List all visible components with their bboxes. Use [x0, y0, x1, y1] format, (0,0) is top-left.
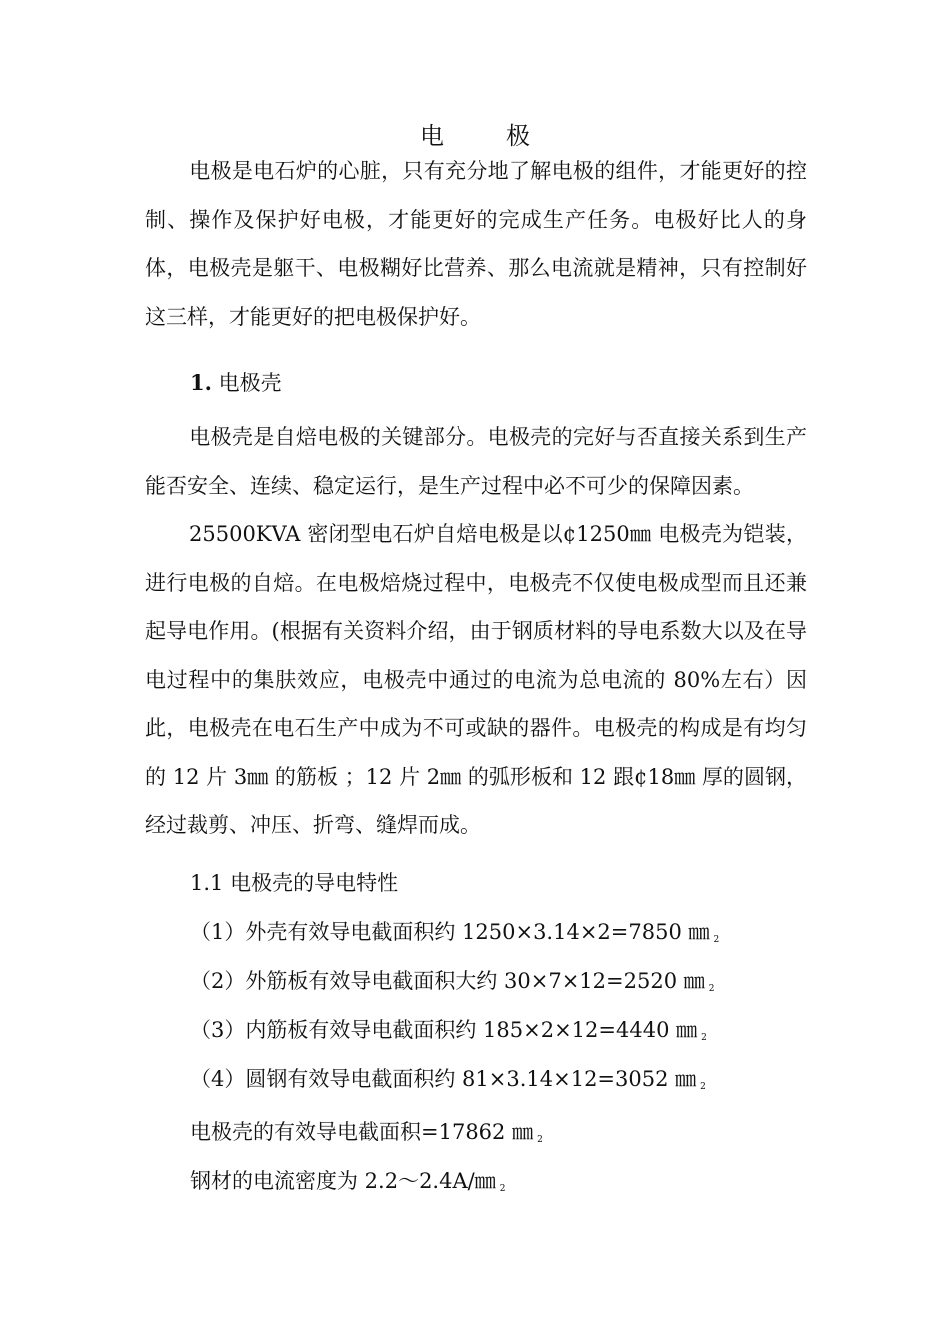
paragraph-shell-role-text: 电极壳是自焙电极的关键部分。电极壳的完好与否直接关系到生产能否安全、连续、稳定运行，是生产过程中必不可少的保障因素。	[145, 425, 807, 498]
superscript: 2	[708, 984, 715, 994]
intro-text: 电极是电石炉的心脏，只有充分地了解电极的组件，才能更好的控制、操作及保护好电极，才能更好的完成生产任务。电极好比人的身体，电极壳是躯干、电极糊好比营养、那么电流就是精神，只有控制好这三样，才能更好的把电极保护好。	[145, 159, 807, 329]
title-char-2: 极	[506, 122, 530, 150]
page-title	[0, 116, 950, 151]
superscript: 2	[537, 1135, 543, 1145]
superscript: 2	[700, 1082, 706, 1092]
paragraph-shell-structure-text: 25500KVA 密闭型电石炉自焙电极是以¢1250㎜ 电极壳为铠装，进行电极的自焙。在电极焙烧过程中，电极壳不仅使电极成型而且还兼起导电作用。(根据有关资料介绍，由于钢质材料的导电系数大以及在导电过程中的集肤效应，电极壳中通过的电流为总电流的 80%左右）因此，电极壳在电石生产中成为不可或缺的器件。电极壳的构成是有均匀的 12 片 3㎜ 的筋板 ；12 片 2㎜ 的弧形板和 12 跟¢18㎜ 厚的圆钢，经过裁剪、冲压、折弯、缝焊而成。	[145, 522, 807, 837]
superscript: 2	[713, 935, 720, 945]
section-1-number: 1.	[190, 370, 212, 395]
current-density-line: 钢材的电流密度为 2.2～2.4A/㎜ $_2$	[190, 1169, 506, 1194]
superscript: 2	[499, 1184, 506, 1194]
title-char-1: 电	[420, 122, 444, 150]
paragraph-shell-role	[145, 413, 807, 510]
subsection-1-1-heading: 1.1 电极壳的导电特性	[190, 871, 399, 895]
list-item: （4）圆钢有效导电截面积约 81×3.14×12=3052 ㎜ $_2$	[190, 1067, 706, 1092]
total-area-line: 电极壳的有效导电截面积=17862 ㎜ $_2$	[190, 1120, 543, 1145]
paragraph-shell-structure	[145, 510, 807, 850]
section-1-title: 电极壳	[218, 371, 282, 395]
section-1-heading	[190, 368, 282, 398]
list-item: （3）内筋板有效导电截面积约 185×2×12=4440 ㎜ $_2$	[190, 1018, 707, 1043]
superscript: 2	[701, 1033, 707, 1043]
list-item: （1）外壳有效导电截面积约 1250×3.14×2=7850 ㎜ $_2$	[190, 920, 720, 945]
intro-paragraph	[145, 147, 807, 341]
list-item: （2）外筋板有效导电截面积大约 30×7×12=2520 ㎜ $_2$	[190, 969, 715, 994]
